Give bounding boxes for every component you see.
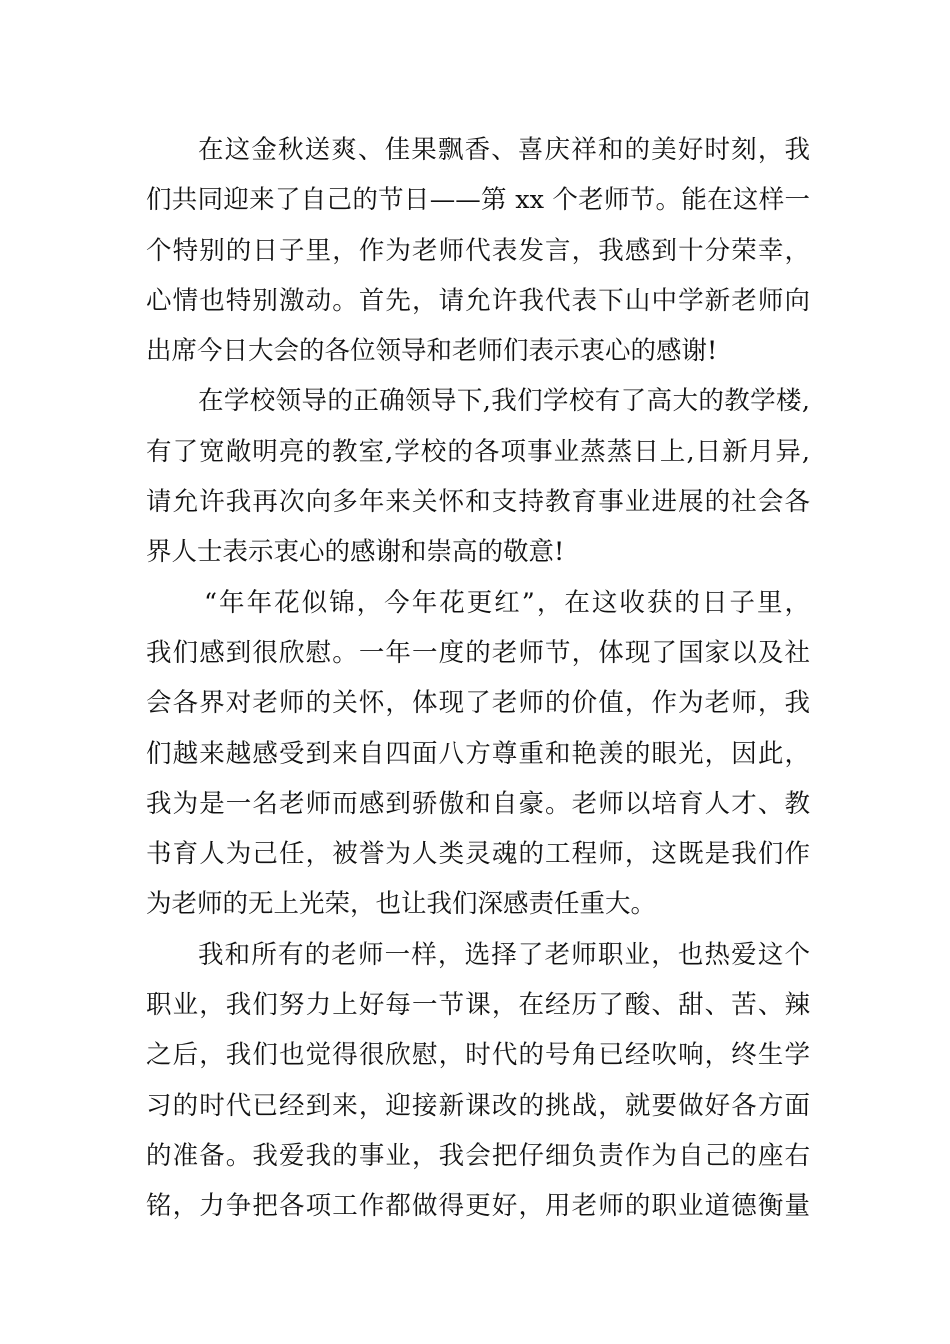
text-line: 在这金秋送爽、佳果飘香、喜庆祥和的美好时刻，我 <box>198 135 810 165</box>
text-line: 出席今日大会的各位领导和老师们表示衷心的感谢! <box>146 336 718 367</box>
text-line: 我和所有的老师一样，选择了老师职业，也热爱这个 <box>198 939 810 970</box>
paragraph-3 <box>146 578 810 930</box>
text-line: 为老师的无上光荣，也让我们深感责任重大。 <box>146 889 657 920</box>
text-line: 心情也特别激动。首先，请允许我代表下山中学新老师向 <box>146 285 810 316</box>
text-line: 在学校领导的正确领导下,我们学校有了高大的教学楼, <box>198 386 810 417</box>
text-line: 们越来越感受到来自四面八方尊重和艳羡的眼光，因此， <box>146 738 810 769</box>
text-line: 书育人为己任，被誉为人类灵魂的工程师，这既是我们作 <box>146 839 810 870</box>
text-line: 习的时代已经到来，迎接新课改的挑战，就要做好各方面 <box>146 1090 810 1121</box>
text-line: 有了宽敞明亮的教室,学校的各项事业蒸蒸日上,日新月异, <box>146 436 810 467</box>
text-line: 职业，我们努力上好每一节课，在经历了酸、甜、苦、辣 <box>146 990 810 1021</box>
text-line: 的准备。我爱我的事业，我会把仔细负责作为自己的座右 <box>146 1140 810 1171</box>
text-line: 我为是一名老师而感到骄傲和自豪。老师以培育人才、教 <box>146 788 810 819</box>
text-line: “年年花似锦，今年花更红”，在这收获的日子里， <box>204 587 810 618</box>
text-line: 会各界对老师的关怀，体现了老师的价值，作为老师，我 <box>146 688 810 719</box>
text-line: 界人士表示衷心的感谢和崇高的敬意! <box>146 537 565 568</box>
document-body <box>146 125 810 1232</box>
text-line: 我们感到很欣慰。一年一度的老师节，体现了国家以及社 <box>146 637 810 668</box>
text-line: 请允许我再次向多年来关怀和支持教育事业进展的社会各 <box>146 487 810 518</box>
text-line: 们共同迎来了自己的节日——第 xx 个老师节。能在这样一 <box>146 185 810 216</box>
paragraph-2 <box>146 376 810 577</box>
paragraph-4 <box>146 930 810 1232</box>
text-line: 铭，力争把各项工作都做得更好，用老师的职业道德衡量 <box>146 1191 810 1222</box>
paragraph-1 <box>146 125 810 376</box>
text-line: 个特别的日子里，作为老师代表发言，我感到十分荣幸， <box>146 235 810 266</box>
text-line: 之后，我们也觉得很欣慰，时代的号角已经吹响，终生学 <box>146 1040 810 1071</box>
